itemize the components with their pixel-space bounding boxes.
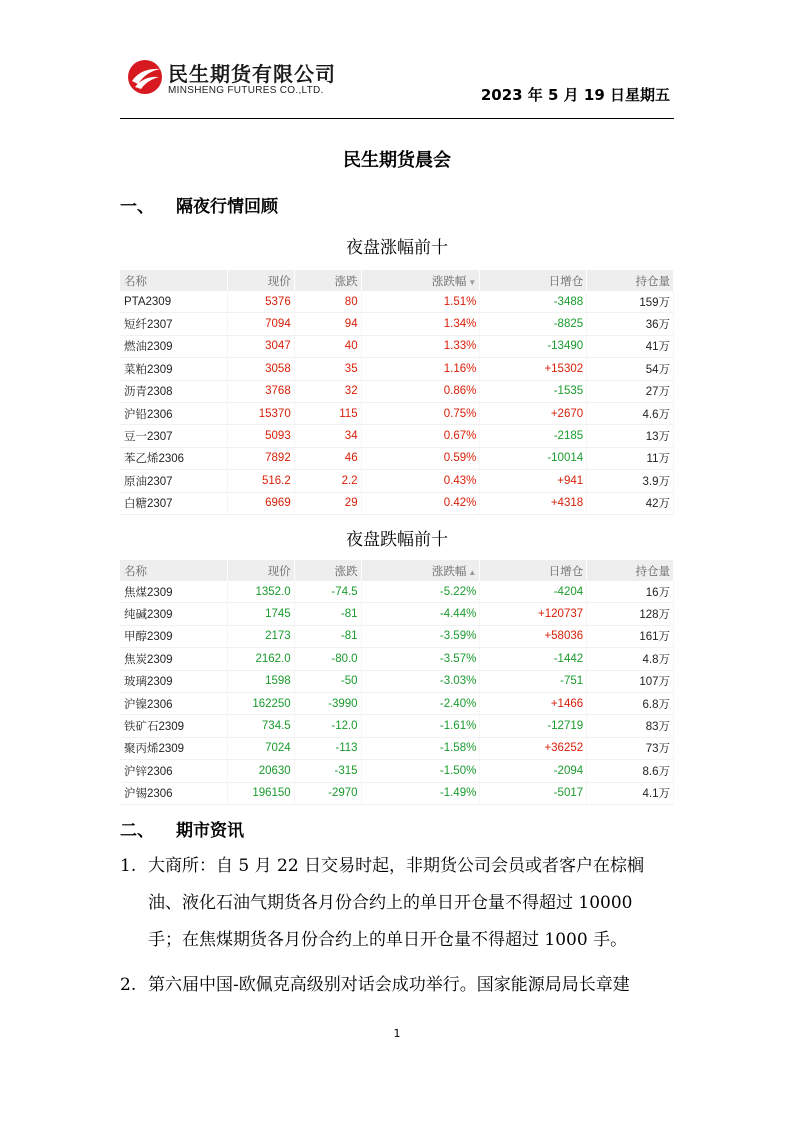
- cell-name: 苯乙烯2306: [120, 447, 227, 469]
- cell-oi: 11万: [587, 447, 674, 469]
- col-header-oi: 持仓量: [587, 560, 674, 581]
- cell-price: 3058: [227, 358, 294, 380]
- table-row[interactable]: [120, 760, 674, 782]
- table-row[interactable]: [120, 425, 674, 447]
- cell-price: 2162.0: [227, 648, 294, 670]
- cell-oi-change: -2185: [480, 425, 587, 447]
- cell-change: -74.5: [294, 581, 361, 603]
- cell-name: 甲醇2309: [120, 625, 227, 647]
- cell-oi-change: +58036: [480, 625, 587, 647]
- cell-oi: 36万: [587, 313, 674, 335]
- table-row[interactable]: [120, 692, 674, 714]
- cell-oi: 3.9万: [587, 470, 674, 492]
- col-header-pct[interactable]: [361, 560, 480, 581]
- col-header-change: 涨跌: [294, 560, 361, 581]
- section-heading-overnight: [120, 192, 278, 217]
- cell-pct: -1.58%: [361, 737, 480, 759]
- cell-pct: 0.42%: [361, 492, 480, 514]
- cell-price: 1598: [227, 670, 294, 692]
- cell-oi: 73万: [587, 737, 674, 759]
- cell-name: 沪铅2306: [120, 402, 227, 424]
- cell-price: 7892: [227, 447, 294, 469]
- cell-change: 94: [294, 313, 361, 335]
- cell-name: 短纤2307: [120, 313, 227, 335]
- news-line: 大商所：自 5 月 22 日交易时起，非期货公司会员或者客户在棕榈: [148, 856, 645, 876]
- table-row[interactable]: [120, 648, 674, 670]
- cell-oi-change: -8825: [480, 313, 587, 335]
- company-logo: [126, 58, 366, 102]
- sort-up-icon: ▲: [468, 567, 477, 577]
- table-header-row: [120, 560, 674, 581]
- cell-name: 玻璃2309: [120, 670, 227, 692]
- table-row[interactable]: [120, 470, 674, 492]
- cell-pct: -3.59%: [361, 625, 480, 647]
- cell-oi: 42万: [587, 492, 674, 514]
- cell-pct: -3.57%: [361, 648, 480, 670]
- cell-name: 菜粕2309: [120, 358, 227, 380]
- cell-price: 20630: [227, 760, 294, 782]
- table-header-row: [120, 270, 674, 291]
- cell-pct: 0.75%: [361, 402, 480, 424]
- cell-change: 40: [294, 335, 361, 357]
- section-number: 二、: [120, 821, 154, 841]
- cell-oi-change: -3488: [480, 291, 587, 313]
- cell-pct: 1.33%: [361, 335, 480, 357]
- cell-oi-change: +15302: [480, 358, 587, 380]
- col-header-oi: 持仓量: [587, 270, 674, 291]
- minsheng-logo-icon: [126, 58, 164, 96]
- cell-price: 516.2: [227, 470, 294, 492]
- cell-change: 34: [294, 425, 361, 447]
- cell-name: 原油2307: [120, 470, 227, 492]
- cell-price: 2173: [227, 625, 294, 647]
- section-title: 期市资讯: [176, 821, 244, 841]
- cell-name: 沥青2308: [120, 380, 227, 402]
- col-header-pct-label: 涨跌幅: [431, 275, 467, 288]
- cell-pct: -3.03%: [361, 670, 480, 692]
- cell-oi: 107万: [587, 670, 674, 692]
- cell-oi-change: -13490: [480, 335, 587, 357]
- cell-oi-change: -751: [480, 670, 587, 692]
- losers-table: [120, 560, 674, 805]
- cell-pct: 0.86%: [361, 380, 480, 402]
- section-title: 隔夜行情回顾: [176, 197, 278, 217]
- news-item: [120, 848, 676, 959]
- cell-pct: 0.59%: [361, 447, 480, 469]
- cell-oi: 159万: [587, 291, 674, 313]
- col-header-pct[interactable]: [361, 270, 480, 291]
- cell-name: 白糖2307: [120, 492, 227, 514]
- table-row[interactable]: [120, 625, 674, 647]
- cell-price: 1352.0: [227, 581, 294, 603]
- cell-change: 46: [294, 447, 361, 469]
- col-header-oi-change: 日增仓: [480, 560, 587, 581]
- cell-name: 豆一2307: [120, 425, 227, 447]
- table-row[interactable]: [120, 402, 674, 424]
- table-row[interactable]: [120, 380, 674, 402]
- table-row[interactable]: [120, 358, 674, 380]
- cell-oi-change: -12719: [480, 715, 587, 737]
- cell-pct: 0.43%: [361, 470, 480, 492]
- cell-change: -2970: [294, 782, 361, 804]
- cell-pct: -2.40%: [361, 692, 480, 714]
- table-row[interactable]: [120, 670, 674, 692]
- cell-oi-change: -4204: [480, 581, 587, 603]
- cell-name: 焦煤2309: [120, 581, 227, 603]
- cell-oi-change: -1535: [480, 380, 587, 402]
- cell-change: 80: [294, 291, 361, 313]
- cell-oi-change: -5017: [480, 782, 587, 804]
- col-header-price: 现价: [227, 560, 294, 581]
- cell-oi: 54万: [587, 358, 674, 380]
- cell-price: 734.5: [227, 715, 294, 737]
- cell-oi: 41万: [587, 335, 674, 357]
- table-row[interactable]: [120, 492, 674, 514]
- cell-pct: 1.51%: [361, 291, 480, 313]
- cell-pct: -1.50%: [361, 760, 480, 782]
- cell-name: 燃油2309: [120, 335, 227, 357]
- cell-oi-change: +2670: [480, 402, 587, 424]
- cell-price: 15370: [227, 402, 294, 424]
- cell-pct: -1.49%: [361, 782, 480, 804]
- cell-price: 7024: [227, 737, 294, 759]
- cell-name: 聚丙烯2309: [120, 737, 227, 759]
- cell-change: -315: [294, 760, 361, 782]
- cell-oi-change: -1442: [480, 648, 587, 670]
- cell-name: 沪镍2306: [120, 692, 227, 714]
- table-row[interactable]: [120, 715, 674, 737]
- cell-change: 115: [294, 402, 361, 424]
- cell-change: -113: [294, 737, 361, 759]
- cell-name: 铁矿石2309: [120, 715, 227, 737]
- cell-change: -81: [294, 603, 361, 625]
- cell-change: -3990: [294, 692, 361, 714]
- cell-change: -12.0: [294, 715, 361, 737]
- cell-pct: 1.34%: [361, 313, 480, 335]
- cell-change: -80.0: [294, 648, 361, 670]
- cell-price: 162250: [227, 692, 294, 714]
- table-row[interactable]: [120, 782, 674, 804]
- cell-oi: 4.8万: [587, 648, 674, 670]
- cell-pct: -4.44%: [361, 603, 480, 625]
- cell-change: 29: [294, 492, 361, 514]
- table-row[interactable]: [120, 335, 674, 357]
- cell-price: 3768: [227, 380, 294, 402]
- cell-oi: 13万: [587, 425, 674, 447]
- cell-oi-change: -10014: [480, 447, 587, 469]
- cell-pct: 1.16%: [361, 358, 480, 380]
- losers-table-title: 夜盘跌幅前十: [346, 530, 448, 550]
- news-line: 手；在焦煤期货各月份合约上的单日开仓量不得超过 1000 手。: [148, 930, 628, 950]
- page-number: 1: [393, 1027, 401, 1040]
- cell-oi-change: +36252: [480, 737, 587, 759]
- company-name-cn: 民生期货有限公司: [168, 62, 336, 86]
- news-line: 第六届中国-欧佩克高级别对话会成功举行。国家能源局局长章建: [148, 975, 630, 995]
- cell-price: 1745: [227, 603, 294, 625]
- cell-oi-change: +1466: [480, 692, 587, 714]
- col-header-oi-change: 日增仓: [480, 270, 587, 291]
- company-name-en: MINSHENG FUTURES CO.,LTD.: [168, 85, 324, 96]
- cell-price: 5376: [227, 291, 294, 313]
- cell-price: 196150: [227, 782, 294, 804]
- col-header-change: 涨跌: [294, 270, 361, 291]
- table-row[interactable]: [120, 581, 674, 603]
- cell-oi: 16万: [587, 581, 674, 603]
- cell-oi: 4.1万: [587, 782, 674, 804]
- cell-oi: 8.6万: [587, 760, 674, 782]
- cell-price: 6969: [227, 492, 294, 514]
- section-number: 一、: [120, 197, 154, 217]
- cell-name: 纯碱2309: [120, 603, 227, 625]
- cell-pct: -1.61%: [361, 715, 480, 737]
- cell-oi-change: +4318: [480, 492, 587, 514]
- col-header-name: 名称: [120, 560, 227, 581]
- news-item-number: 2.: [120, 975, 137, 995]
- report-date: 2023 年 5 月 19 日星期五: [480, 86, 670, 104]
- cell-pct: 0.67%: [361, 425, 480, 447]
- table-row[interactable]: [120, 447, 674, 469]
- col-header-pct-label: 涨跌幅: [431, 565, 467, 578]
- sort-down-icon: ▼: [468, 277, 477, 287]
- cell-oi: 6.8万: [587, 692, 674, 714]
- cell-name: 焦炭2309: [120, 648, 227, 670]
- news-list: [120, 848, 676, 1004]
- cell-pct: -5.22%: [361, 581, 480, 603]
- cell-change: -81: [294, 625, 361, 647]
- cell-change: -50: [294, 670, 361, 692]
- news-line: 油、液化石油气期货各月份合约上的单日开仓量不得超过 10000: [148, 893, 633, 913]
- gainers-table-title: 夜盘涨幅前十: [346, 238, 448, 258]
- section-heading-news: [120, 816, 244, 841]
- cell-name: 沪锌2306: [120, 760, 227, 782]
- cell-oi: 161万: [587, 625, 674, 647]
- cell-oi-change: -2094: [480, 760, 587, 782]
- cell-change: 32: [294, 380, 361, 402]
- cell-oi: 27万: [587, 380, 674, 402]
- cell-oi: 83万: [587, 715, 674, 737]
- cell-oi-change: +120737: [480, 603, 587, 625]
- cell-name: 沪锡2306: [120, 782, 227, 804]
- col-header-price: 现价: [227, 270, 294, 291]
- header-divider: [120, 118, 674, 119]
- cell-price: 5093: [227, 425, 294, 447]
- cell-oi: 128万: [587, 603, 674, 625]
- cell-change: 35: [294, 358, 361, 380]
- cell-change: 2.2: [294, 470, 361, 492]
- cell-oi: 4.6万: [587, 402, 674, 424]
- gainers-table: [120, 270, 674, 515]
- document-title: 民生期货晨会: [343, 150, 451, 171]
- cell-price: 3047: [227, 335, 294, 357]
- cell-oi-change: +941: [480, 470, 587, 492]
- cell-price: 7094: [227, 313, 294, 335]
- table-row[interactable]: [120, 737, 674, 759]
- col-header-name: 名称: [120, 270, 227, 291]
- news-item: [120, 967, 676, 1004]
- cell-name: PTA2309: [120, 291, 227, 313]
- news-item-number: 1.: [120, 856, 137, 876]
- table-row[interactable]: [120, 603, 674, 625]
- table-row[interactable]: [120, 313, 674, 335]
- table-row[interactable]: [120, 291, 674, 313]
